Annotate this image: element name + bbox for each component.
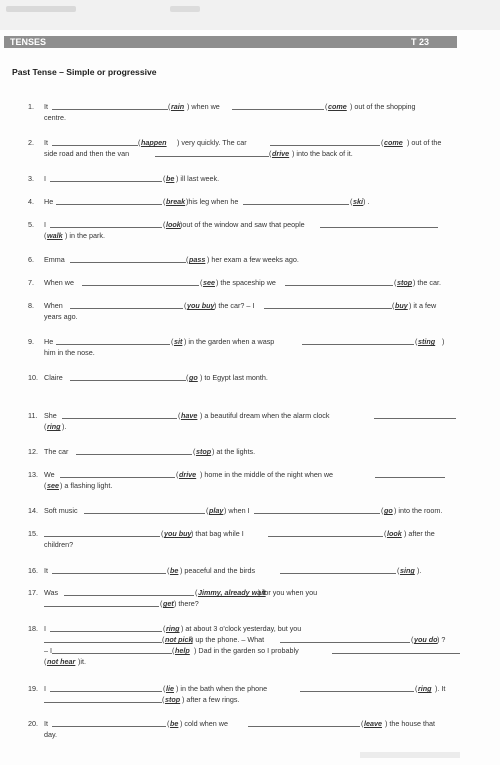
answer-blank[interactable] <box>50 631 162 632</box>
verb-prompt: ski <box>353 197 363 206</box>
verb-prompt: help <box>175 646 190 655</box>
browser-strip <box>0 0 500 30</box>
faint-header-text <box>170 6 200 12</box>
exercise-item: 6. Emma ( pass ) her exam a few weeks ago. <box>28 255 299 264</box>
verb-prompt: leave <box>364 719 382 728</box>
verb-prompt: break <box>166 197 186 206</box>
verb-prompt: see <box>47 481 59 490</box>
exercise-item: 1. It ( rain ) when we ( come ) out of the shopping centre. <box>28 102 416 122</box>
answer-blank[interactable] <box>52 109 168 110</box>
verb-prompt: stop <box>397 278 413 287</box>
verb-prompt: you do <box>414 635 438 644</box>
exercise-item: 7. When we ( see ) the spaceship we ( stop ) the car. <box>28 278 441 287</box>
verb-prompt: sit <box>174 337 183 346</box>
verb-prompt: walk <box>47 231 63 240</box>
verb-prompt: not pick <box>165 635 193 644</box>
answer-blank[interactable] <box>50 227 162 228</box>
exercise-item: 16. It ( be ) peaceful and the birds ( sing ). <box>28 566 422 575</box>
verb-prompt: Jimmy, already wait <box>198 588 266 597</box>
verb-prompt: sting <box>418 337 436 346</box>
verb-prompt: ring <box>47 422 61 431</box>
answer-blank[interactable] <box>285 285 393 286</box>
answer-blank[interactable] <box>70 380 186 381</box>
faint-header-text <box>6 6 76 12</box>
answer-blank[interactable] <box>70 308 183 309</box>
verb-prompt: you buy <box>164 529 192 538</box>
answer-blank[interactable] <box>56 344 170 345</box>
answer-blank[interactable] <box>70 262 186 263</box>
answer-blank[interactable] <box>374 418 456 419</box>
answer-blank[interactable] <box>44 536 160 537</box>
verb-prompt: be <box>170 719 179 728</box>
verb-prompt: be <box>166 174 175 183</box>
answer-blank[interactable] <box>76 454 192 455</box>
verb-prompt: be <box>170 566 179 575</box>
verb-prompt: happen <box>141 138 167 147</box>
verb-prompt: rain <box>171 102 185 111</box>
verb-prompt: go <box>384 506 393 515</box>
verb-prompt: you buy <box>187 301 215 310</box>
exercise-item: 11. She ( have ) a beautiful dream when the alarm clock ( ring ). <box>30 410 470 432</box>
answer-blank[interactable] <box>375 477 445 478</box>
answer-blank[interactable] <box>52 573 166 574</box>
answer-blank[interactable] <box>82 285 199 286</box>
section-label: TENSES <box>10 37 47 47</box>
verb-prompt: see <box>203 278 215 287</box>
verb-prompt: get <box>163 599 174 608</box>
answer-blank[interactable] <box>62 418 177 419</box>
exercise-item: 4. He ( break )his leg when he ( ski ) . <box>28 197 370 206</box>
verb-prompt: ring <box>166 624 180 633</box>
verb-prompt: lie <box>166 684 174 693</box>
verb-prompt: come <box>384 138 403 147</box>
exercise-item: 9. He ( sit ) in the garden when a wasp ( sting ) him in the nose. <box>28 337 445 357</box>
answer-blank[interactable] <box>52 653 172 654</box>
answer-blank[interactable] <box>300 691 414 692</box>
sheet-code: T 23 <box>410 37 429 47</box>
exercise-item: 5. I ( look )out of the window and saw that people ( walk ) in the park. <box>30 219 470 241</box>
verb-prompt: drive <box>272 149 290 158</box>
exercise-item: 14. Soft music ( play ) when I ( go ) into the room. <box>28 506 443 515</box>
exercise-item: 12. The car ( stop ) at the lights. <box>28 447 256 456</box>
answer-blank[interactable] <box>44 606 159 607</box>
section-header <box>4 36 457 48</box>
exercise-item: 20. It ( be ) cold when we ( leave ) the house that day. <box>28 719 435 739</box>
answer-blank[interactable] <box>302 344 414 345</box>
faint-footer-text <box>360 752 460 758</box>
exercise-item: 10. Claire ( go ) to Egypt last month. <box>28 373 268 382</box>
answer-blank[interactable] <box>64 595 194 596</box>
verb-prompt: ring <box>418 684 432 693</box>
verb-prompt: not hear <box>47 657 76 666</box>
answer-blank[interactable] <box>280 642 410 643</box>
answer-blank[interactable] <box>232 109 324 110</box>
verb-prompt: pass <box>189 255 206 264</box>
answer-blank[interactable] <box>52 726 166 727</box>
answer-blank[interactable] <box>56 204 162 205</box>
answer-blank[interactable] <box>243 204 349 205</box>
verb-prompt: look <box>387 529 402 538</box>
answer-blank[interactable] <box>264 308 392 309</box>
verb-prompt: come <box>328 102 347 111</box>
answer-blank[interactable] <box>280 573 396 574</box>
answer-blank[interactable] <box>332 653 460 654</box>
exercise-item: 3. I ( be ) ill last week. <box>28 174 220 183</box>
answer-blank[interactable] <box>270 145 380 146</box>
exercise-item: 18. I ( ring ) at about 3 o'clock yesterday, but you ( not pick ) up the phone. – What ( you do ) ? – I ( help ) Dad in the garden so I probably ( not hear )it. <box>30 623 470 667</box>
answer-blank[interactable] <box>320 227 438 228</box>
answer-blank[interactable] <box>248 726 360 727</box>
verb-prompt: have <box>181 411 198 420</box>
answer-blank[interactable] <box>254 513 380 514</box>
answer-blank[interactable] <box>50 181 162 182</box>
answer-blank[interactable] <box>50 691 162 692</box>
answer-blank[interactable] <box>155 156 269 157</box>
verb-prompt: stop <box>165 695 181 704</box>
verb-prompt: drive <box>179 470 197 479</box>
exercise-item: 8. When ( you buy ) the car? – I ( buy ) it a few years ago. <box>28 301 437 321</box>
answer-blank[interactable] <box>60 477 175 478</box>
answer-blank[interactable] <box>84 513 205 514</box>
exercise-item: 15. ( you buy ) that bag while I ( look ) after the children? <box>28 529 435 549</box>
exercise-item: 13. We ( drive ) home in the middle of the night when we ( see ) a flashing light. <box>30 469 470 491</box>
answer-blank[interactable] <box>44 642 162 643</box>
exercise-item: 2. It ( happen ) very quickly. The car ( come ) out of the side road and then the van ( drive ) into the back of it. <box>28 138 442 158</box>
verb-prompt: stop <box>196 447 212 456</box>
answer-blank[interactable] <box>44 702 162 703</box>
answer-blank[interactable] <box>52 145 138 146</box>
verb-prompt: buy <box>395 301 408 310</box>
exercise-item: 17. Was ( Jimmy, already wait ) for you when you ( get ) there? <box>28 588 318 608</box>
exercise-item: 19. I ( lie ) in the bath when the phone ( ring ). It ( stop ) after a few rings. <box>28 684 446 704</box>
verb-prompt: go <box>189 373 198 382</box>
verb-prompt: sing <box>400 566 415 575</box>
answer-blank[interactable] <box>268 536 383 537</box>
verb-prompt: look <box>166 220 181 229</box>
verb-prompt: play <box>209 506 224 515</box>
page-title: Past Tense – Simple or progressive <box>12 67 157 77</box>
